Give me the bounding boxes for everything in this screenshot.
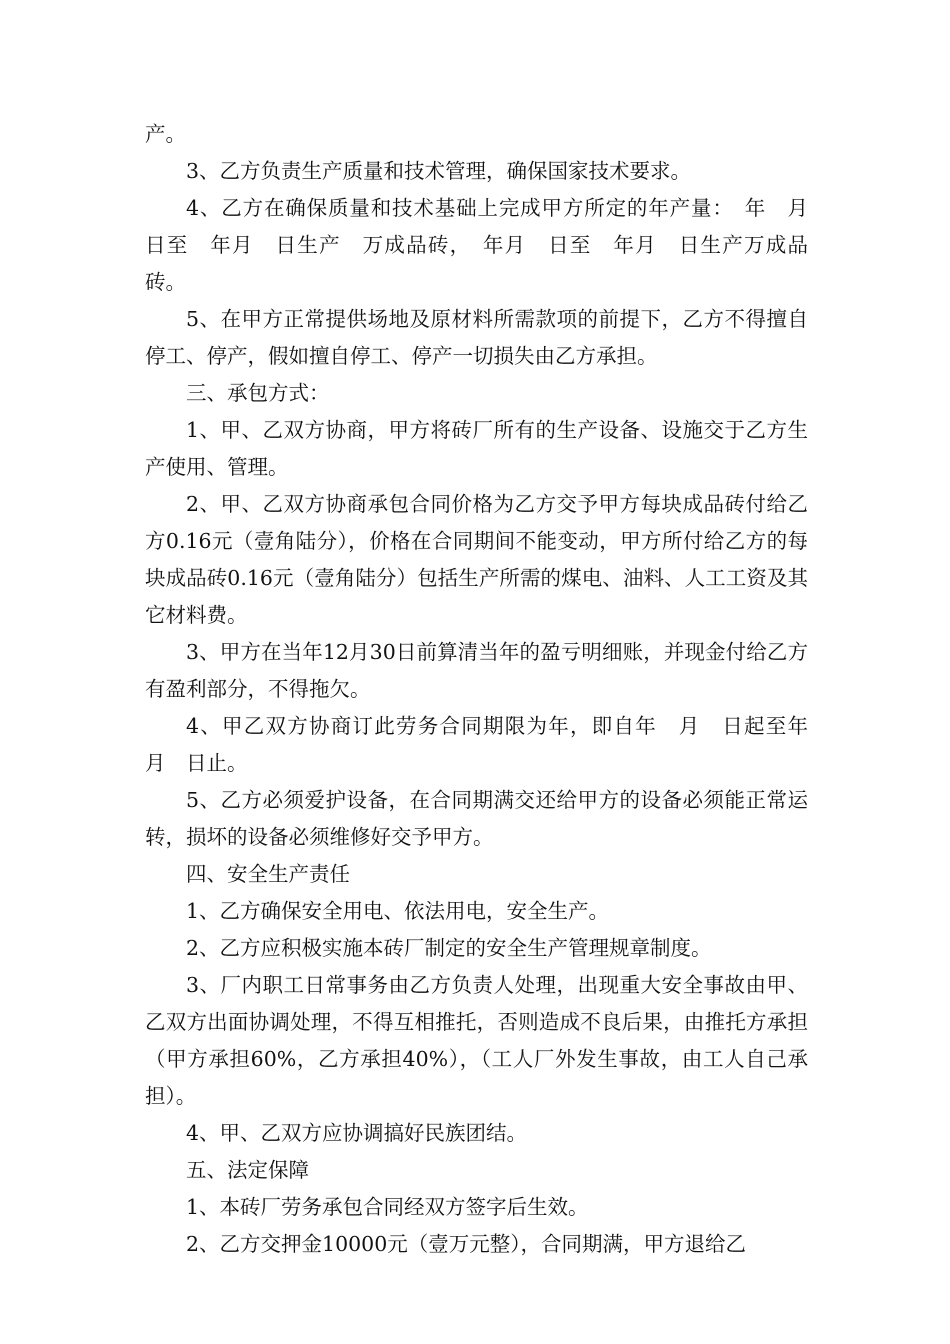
paragraph-clause-3-2: 2、甲、乙双方协商承包合同价格为乙方交予甲方每块成品砖付给乙方0.16元（壹角陆分），价格在合同期间不能变动，甲方所付给乙方的每块成品砖0.16元（壹角陆分）包括生产所需的煤电、油料、人工工资及其它材料费。 xyxy=(145,492,808,627)
paragraph-clause-2-4: 4、乙方在确保质量和技术基础上完成甲方所定的年产量： 年 月 日至 年月 日生产 万成品砖， 年月 日至 年月 日生产万成品砖。 xyxy=(145,196,829,294)
section-heading-legal: 五、法定保障 xyxy=(186,1158,309,1182)
document-body xyxy=(145,116,829,1263)
paragraph-clause-4-2: 2、乙方应积极实施本砖厂制定的安全生产管理规章制度。 xyxy=(186,936,712,960)
paragraph-clause-4-3: 3、厂内职工日常事务由乙方负责人处理，出现重大安全事故由甲、乙双方出面协调处理，不得互相推托，否则造成不良后果，由推托方承担（甲方承担60%，乙方承担40%），（工人厂外发生事故，由工人自己承担）。 xyxy=(145,973,808,1108)
paragraph-clause-5-2: 2、乙方交押金10000元（壹万元整），合同期满，甲方退给乙 xyxy=(186,1232,747,1256)
paragraph-clause-4-1: 1、乙方确保安全用电、依法用电，安全生产。 xyxy=(186,899,610,923)
section-heading-contract-method: 三、承包方式： xyxy=(186,381,330,405)
paragraph-clause-3-5: 5、乙方必须爱护设备，在合同期满交还给甲方的设备必须能正常运转，损坏的设备必须维修好交予甲方。 xyxy=(145,788,808,849)
paragraph-clause-2-5: 5、在甲方正常提供场地及原材料所需款项的前提下，乙方不得擅自停工、停产，假如擅自停工、停产一切损失由乙方承担。 xyxy=(145,307,808,368)
paragraph-continuation: 产。 xyxy=(145,122,186,146)
paragraph-clause-3-4: 4、甲乙双方协商订此劳务合同期限为年，即自年 月 日起至年 月 日止。 xyxy=(145,714,829,775)
paragraph-clause-2-3: 3、乙方负责生产质量和技术管理，确保国家技术要求。 xyxy=(186,159,692,183)
paragraph-clause-3-1: 1、甲、乙双方协商，甲方将砖厂所有的生产设备、设施交于乙方生产使用、管理。 xyxy=(145,418,808,479)
paragraph-clause-5-1: 1、本砖厂劳务承包合同经双方签字后生效。 xyxy=(186,1195,589,1219)
paragraph-clause-3-3: 3、甲方在当年12月30日前算清当年的盈亏明细账，并现金付给乙方有盈利部分，不得拖欠。 xyxy=(145,640,808,701)
paragraph-clause-4-4: 4、甲、乙双方应协调搞好民族团结。 xyxy=(186,1121,528,1145)
section-heading-safety: 四、安全生产责任 xyxy=(186,862,350,886)
